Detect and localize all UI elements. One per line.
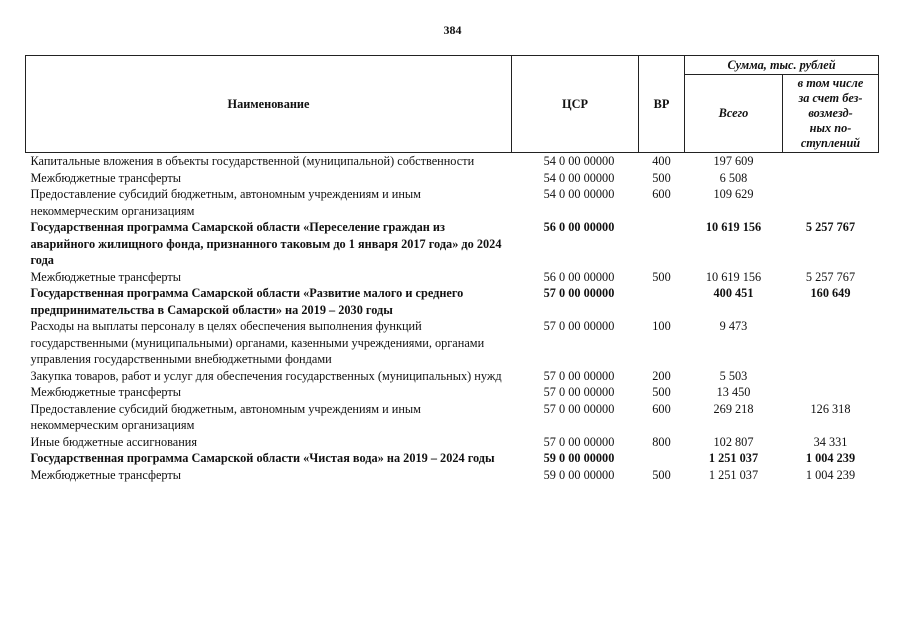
cell-total: 6 508 (719, 170, 748, 185)
cell-vr: 400 (652, 154, 671, 168)
cell-free (783, 384, 879, 401)
cell-name: Капитальные вложения в объекты государственной (муниципальной) собственности (30, 154, 475, 168)
cell-total: 102 807 (713, 434, 754, 449)
header-name: Наименование (26, 56, 512, 153)
cell-name: Расходы на выплаты персоналу в целях обеспечения выполнения функций государственными (муниципальными) органами, казенными учреждениями, органами управления государственными внебюджетными фондами (30, 319, 485, 366)
cell-free: 5 257 767 (805, 269, 856, 284)
table-row (26, 170, 879, 187)
table-row (26, 368, 879, 385)
cell-vr: 200 (652, 368, 671, 383)
cell-csr: 57 0 00 00000 (543, 434, 615, 449)
table-row (26, 401, 879, 434)
table-row (26, 186, 879, 219)
cell-csr: 57 0 00 00000 (543, 385, 615, 399)
header-free: в том числе за счет без- возмезд- ных по- ступлений (783, 75, 879, 153)
cell-csr: 57 0 00 00000 (543, 401, 615, 416)
cell-vr: 500 (652, 385, 671, 399)
cell-name: Межбюджетные трансферты (30, 170, 182, 185)
cell-vr: 500 (652, 170, 671, 185)
cell-vr: 600 (652, 187, 671, 201)
cell-vr: 100 (652, 319, 671, 333)
cell-vr: 500 (652, 269, 671, 284)
cell-free (783, 170, 879, 187)
table-body (26, 153, 879, 484)
cell-free: 160 649 (810, 286, 851, 300)
header-total: Всего (685, 75, 783, 153)
cell-csr: 59 0 00 00000 (543, 451, 615, 465)
cell-csr: 54 0 00 00000 (543, 170, 615, 185)
cell-csr: 57 0 00 00000 (543, 286, 615, 300)
cell-free: 34 331 (813, 434, 848, 449)
cell-free: 5 257 767 (805, 220, 856, 234)
cell-vr (639, 285, 685, 318)
cell-name: Закупка товаров, работ и услуг для обеспечения государственных (муниципальных) нужд (30, 368, 502, 383)
cell-vr (639, 219, 685, 269)
table-row (26, 269, 879, 286)
cell-name: Межбюджетные трансферты (30, 385, 182, 399)
cell-csr: 54 0 00 00000 (543, 154, 615, 168)
cell-free: 126 318 (810, 401, 851, 416)
table-row (26, 434, 879, 451)
cell-total: 197 609 (713, 154, 754, 168)
cell-total: 13 450 (716, 385, 751, 399)
header-csr: ЦСР (512, 56, 639, 153)
cell-name: Государственная программа Самарской области «Чистая вода» на 2019 – 2024 годы (30, 451, 495, 465)
cell-total: 1 251 037 (708, 467, 759, 482)
header-vr: ВР (639, 56, 685, 153)
cell-free: 1 004 239 (805, 467, 856, 482)
cell-name: Предоставление субсидий бюджетным, автономным учреждениям и иным некоммерческим организациям (30, 401, 421, 432)
table-row (26, 285, 879, 318)
cell-csr: 56 0 00 00000 (543, 269, 615, 284)
table-row (26, 384, 879, 401)
cell-total: 1 251 037 (708, 451, 759, 465)
cell-vr (639, 450, 685, 467)
cell-csr: 56 0 00 00000 (543, 220, 615, 234)
table-row (26, 450, 879, 467)
cell-csr: 57 0 00 00000 (543, 319, 615, 333)
cell-free: 1 004 239 (805, 451, 856, 465)
cell-name: Межбюджетные трансферты (30, 467, 182, 482)
cell-free (783, 368, 879, 385)
budget-table (25, 55, 879, 483)
cell-name: Иные бюджетные ассигнования (30, 434, 198, 449)
cell-vr: 500 (652, 467, 671, 482)
cell-csr: 59 0 00 00000 (543, 467, 615, 482)
cell-name: Государственная программа Самарской области «Развитие малого и среднего предпринимательства в Самарской области» на 2019 – 2030 годы (30, 286, 464, 317)
cell-total: 10 619 156 (705, 220, 762, 234)
cell-total: 10 619 156 (705, 269, 762, 284)
cell-free (783, 153, 879, 170)
cell-csr: 54 0 00 00000 (543, 187, 615, 201)
cell-vr: 800 (652, 434, 671, 449)
cell-csr: 57 0 00 00000 (543, 368, 615, 383)
header-sum: Сумма, тыс. рублей (685, 56, 879, 75)
table-header (26, 56, 879, 153)
cell-total: 400 451 (713, 286, 754, 300)
table-row (26, 219, 879, 269)
cell-total: 9 473 (719, 319, 748, 333)
table-row (26, 318, 879, 368)
cell-total: 109 629 (713, 187, 754, 201)
cell-total: 5 503 (719, 368, 748, 383)
table-row (26, 153, 879, 170)
cell-free (783, 186, 879, 219)
cell-name: Межбюджетные трансферты (30, 269, 182, 284)
cell-name: Государственная программа Самарской области «Переселение граждан из аварийного жилищного фонда, признанного таковым до 1 января 2017 года» до 2024 года (30, 220, 502, 267)
cell-total: 269 218 (713, 401, 754, 416)
cell-vr: 600 (652, 401, 671, 416)
cell-free (783, 318, 879, 368)
page-number: 384 (443, 23, 462, 37)
table-row (26, 467, 879, 484)
cell-name: Предоставление субсидий бюджетным, автономным учреждениям и иным некоммерческим организациям (30, 187, 421, 218)
